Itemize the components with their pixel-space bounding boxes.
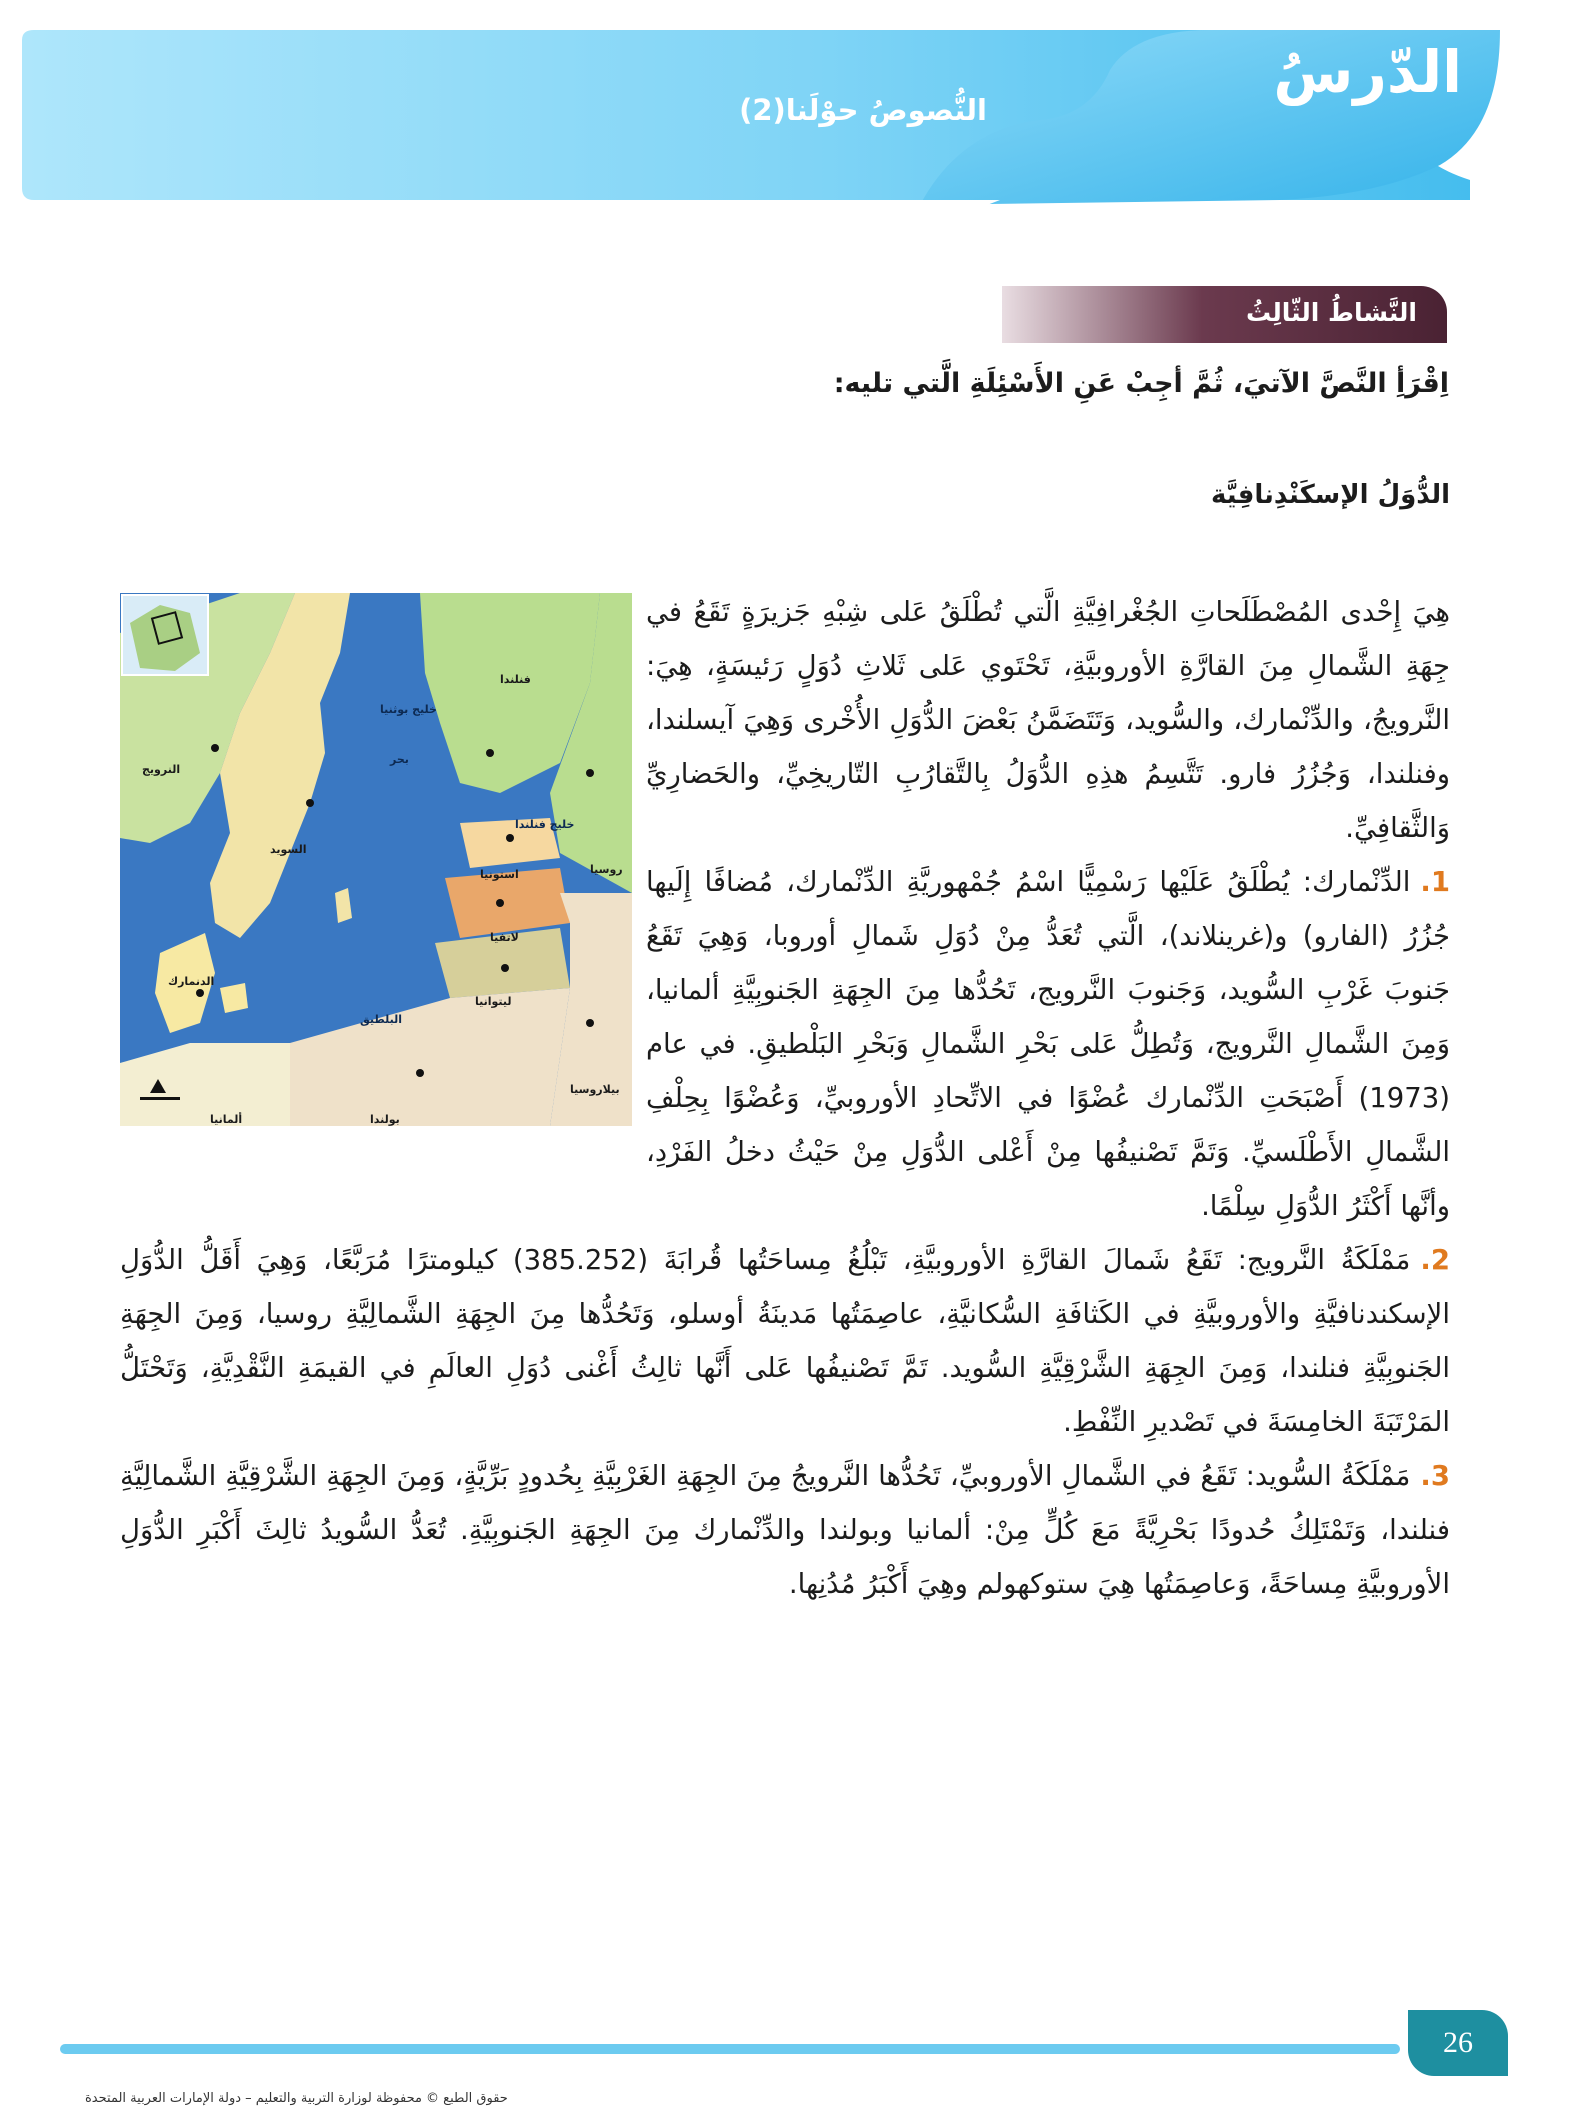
list-item-text: الدِّنْمارك: يُطْلَقُ عَلَيْها رَسْمِيًّا اسْمُ جُمْهوريَّةِ الدِّنْمارك، مُضافًا إِلَيها جُزُرُ (الفارو) و(غرينلاند)، الَّتي تُعَدُّ مِنْ دُوَلِ شَمالِ أوروبا، وَهِيَ تَقَعُ جَنوبَ غَرْبِ السُّويد، وَجَنوبَ النَّرويج، تَحُدُّها مِنَ الجِهَةِ الجَنوبِيَّةِ ألمانيا، وَمِنَ الشَّمالِ النَّرويج، وَتُطِلُّ عَلى بَحْرِ الشَّمالِ وَبَحْرِ البَلْطيقِ. في عام (1973) أَصْبَحَتِ الدِّنْمارك عُضْوًا في الاتِّحادِ الأوروبيِّ، وَعُضْوًا بِحِلْفِ الشَّمالِ الأَطْلَسيِّ. وَتَمَّ تَصْنيفُها مِنْ أَعْلى الدُّوَلِ مِنْ حَيْثُ دخلُ الفَرْدِ، وأنَّها أَكْثَرُ الدُّوَلِ سِلْمًا. — [646, 866, 1450, 1222]
map-label-sweden: السويد — [270, 843, 307, 856]
map-label-poland: بولندا — [370, 1113, 400, 1126]
intro-paragraph: هِيَ إِحْدى المُصْطَلَحاتِ الجُغْرافِيَّةِ الَّتي تُطْلَقُ عَلى شِبْهِ جَزيرَةٍ تَقَعُ في جِهَةِ الشَّمالِ مِنَ القارَّةِ الأوروبيَّةِ، تَحْتَوي عَلى ثَلاثِ دُوَلٍ رَئيسَةٍ، هِيَ: النَّرويجُ، والدِّنْمارك، والسُّويد، وَتَتَضَمَّنُ بَعْضَ الدُّوَلِ الأُخْرى وَهِيَ آيسلندا، وفنلندا، وَجُزُرُ فارو. تَتَّسِمُ هذِهِ الدُّوَلُ بِالتَّقارُبِ التّاريخِيِّ، والحَضارِيِّ وَالثَّقافِيِّ. — [646, 596, 1450, 844]
map-label-norway: النرويج — [142, 763, 181, 776]
lesson-label: الدّرسُ — [1273, 38, 1462, 106]
map-label-russia: روسيا — [590, 863, 623, 876]
map-label-germany: ألمانيا — [210, 1113, 243, 1126]
list-item — [120, 855, 1450, 1233]
list-item-text: مَمْلَكَةُ السُّويد: تَقَعُ في الشَّمالِ الأوروبيِّ، تَحُدُّها النَّرويجُ مِنَ الجِهَةِ الغَرْبِيَّةِ بِحُدودٍ بَرِّيَّةٍ، وَمِنَ الجِهَةِ الشَّرْقِيَّةِ الشَّمالِيَّةِ فنلندا، وَتَمْتَلِكُ حُدودًا بَحْرِيَّةً مَعَ كُلٍّ مِنْ: ألمانيا وبولندا والدِّنْمارك مِنَ الجِهَةِ الجَنوبِيَّةِ. تُعَدُّ السُّويدُ ثالِثَ أَكْبَرِ الدُّوَلِ الأوروبيَّةِ مِساحَةً، وَعاصِمَتُها هِيَ ستوكهولم وهِيَ أَكْبَرُ مُدُنِها. — [120, 1460, 1450, 1600]
map-label-lithuania: ليتوانيا — [475, 995, 512, 1008]
list-item-number: 2. — [1420, 1244, 1450, 1276]
lesson-subtitle: النُّصوصُ حوْلَنا(2) — [739, 93, 987, 127]
map-label-gulf-bothnia: خليج بوثنيا — [380, 703, 437, 716]
map-label-latvia: لاتفيا — [490, 931, 519, 944]
map-label-baltic-sea: البلطيق — [360, 1013, 403, 1026]
article-body — [120, 585, 1450, 1611]
list-item — [120, 1233, 1450, 1449]
article-title: الدُّوَلُ الإسكَنْدِنافِيَّة — [1211, 480, 1450, 510]
page-number-badge — [1408, 2010, 1508, 2076]
page-number: 26 — [1443, 2026, 1473, 2059]
map-label-finland: فنلندا — [500, 673, 531, 686]
list-item-number: 1. — [1420, 866, 1450, 898]
map-label-sea-bothnia: بحر — [390, 753, 409, 766]
map-label-estonia: استونيا — [480, 868, 519, 881]
activity-instruction: اِقْرَأِ النَّصَّ الآتيَ، ثُمَّ أجِبْ عَنِ الأَسْئِلَةِ الَّتي تليه: — [833, 368, 1449, 399]
copyright-notice: حقوق الطبع © محفوظة لوزارة التربية والتعليم – دولة الإمارات العربية المتحدة — [85, 2091, 508, 2106]
map-label-denmark: الدنمارك — [168, 975, 215, 988]
map-label-belarus: بيلاروسيا — [570, 1083, 620, 1096]
activity-banner — [1002, 286, 1447, 343]
map-label-gulf-finland: خليج فنلندا — [515, 818, 575, 831]
list-item-number: 3. — [1420, 1460, 1450, 1492]
activity-banner-label: النَّشاطُ الثّالِثُ — [1245, 298, 1417, 327]
footer-bar — [60, 2044, 1400, 2054]
countries-list — [120, 855, 1450, 1611]
lesson-header — [0, 0, 1572, 240]
list-item — [120, 1449, 1450, 1611]
list-item-text: مَمْلَكَةُ النَّرويج: تَقَعُ شَمالَ القارَّةِ الأوروبيَّةِ، تَبْلُغُ مِساحَتُها قُرابَةَ (385.252) كيلومترًا مُرَبَّعًا، وَهِيَ أَقَلُّ الدُّوَلِ الإسكندنافيَّةِ والأوروبيَّةِ في الكَثافَةِ السُّكانيَّةِ، عاصِمَتُها مَدينَةُ أوسلو، وَتَحُدُّها مِنَ الجِهَةِ الشَّمالِيَّةِ روسيا، وَمِنَ الجِهَةِ الجَنوبِيَّةِ فنلندا، وَمِنَ الجِهَةِ الشَّرْقِيَّةِ السُّويد. تَمَّ تَصْنيفُها عَلى أَنَّها ثالِثُ أَغْنى دُوَلِ العالَمِ في القيمَةِ النَّقْدِيَّةِ، وَتَحْتَلُّ المَرْتَبَةَ الخامِسَةَ في تَصْديرِ النِّفْطِ. — [120, 1244, 1450, 1438]
